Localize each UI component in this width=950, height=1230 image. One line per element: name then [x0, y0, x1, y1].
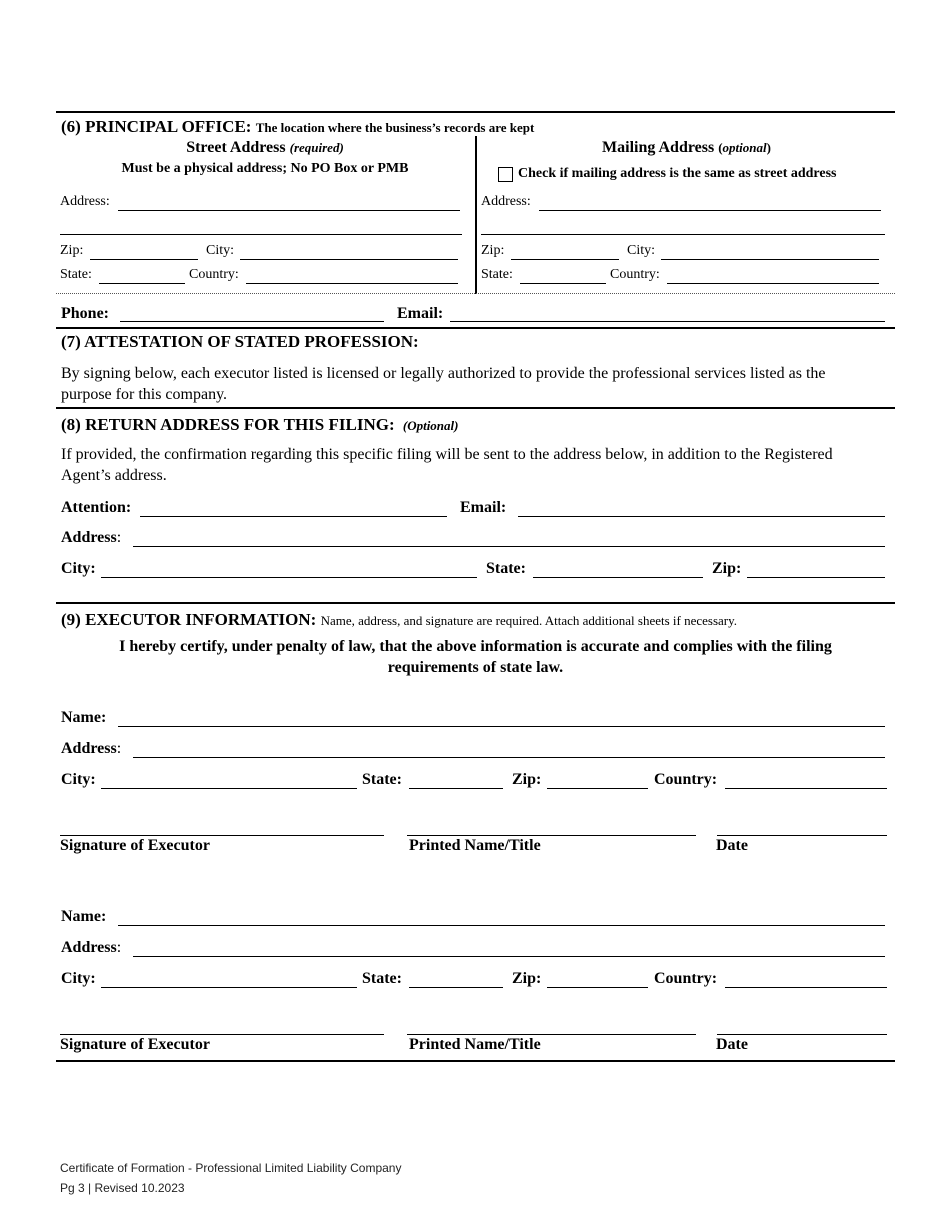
executor2-address-field[interactable]	[133, 956, 885, 957]
mailing-country-label: Country:	[610, 267, 660, 282]
return-state-field[interactable]	[533, 577, 703, 578]
mailing-city-label: City:	[627, 243, 656, 258]
mailing-address-field-2[interactable]	[481, 234, 885, 235]
executor2-city-label: City:	[61, 970, 96, 987]
executor1-date-label: Date	[716, 837, 748, 854]
street-state-label: State:	[60, 267, 92, 282]
section-divider	[56, 327, 895, 329]
executor2-date-label: Date	[716, 1036, 748, 1053]
certify-line-2: requirements of state law.	[387, 659, 564, 676]
executor1-country-label: Country:	[654, 771, 718, 788]
section-divider	[56, 602, 895, 604]
mailing-address-field[interactable]	[539, 210, 881, 211]
executor1-zip-label: Zip:	[512, 771, 542, 788]
section8-heading: (8) RETURN ADDRESS FOR THIS FILING: (Optional)	[61, 415, 459, 434]
executor2-printed-field[interactable]	[407, 1034, 696, 1035]
executor1-state-field[interactable]	[409, 788, 503, 789]
section6-heading: (6) PRINCIPAL OFFICE: The location where the business’s records are kept	[61, 117, 535, 136]
section7-text: By signing below, each executor listed is licensed or legally authorized to provide the professional services listed as the purpose for this company.	[61, 365, 826, 403]
return-email-label: Email:	[460, 499, 507, 516]
executor2-date-field[interactable]	[717, 1034, 887, 1035]
executor1-city-field[interactable]	[101, 788, 357, 789]
attention-field[interactable]	[140, 516, 447, 517]
return-city-label: City:	[61, 560, 96, 577]
executor1-printed-field[interactable]	[407, 835, 696, 836]
street-zip-field[interactable]	[90, 259, 198, 260]
executor1-name-field[interactable]	[118, 726, 885, 727]
section6-subheading: The location where the business’s records are kept	[255, 120, 535, 135]
return-address-field[interactable]	[133, 546, 885, 547]
email-label: Email:	[397, 305, 444, 322]
executor2-name-label: Name:	[61, 908, 107, 925]
street-zip-label: Zip:	[60, 243, 84, 258]
section7-heading: (7) ATTESTATION OF STATED PROFESSION:	[61, 332, 419, 351]
same-address-checkbox[interactable]	[498, 167, 513, 182]
executor2-zip-label: Zip:	[512, 970, 542, 987]
street-city-field[interactable]	[240, 259, 458, 260]
email-field[interactable]	[450, 321, 885, 322]
mailing-state-field[interactable]	[520, 283, 606, 284]
executor2-country-field[interactable]	[725, 987, 887, 988]
return-zip-field[interactable]	[747, 577, 885, 578]
mailing-zip-label: Zip:	[481, 243, 505, 258]
executor1-printed-label: Printed Name/Title	[409, 837, 541, 854]
mailing-zip-field[interactable]	[511, 259, 619, 260]
phone-field[interactable]	[120, 321, 384, 322]
section-divider	[56, 111, 895, 113]
street-country-label: Country:	[189, 267, 239, 282]
section8-text: If provided, the confirmation regarding this specific filing will be sent to the address below, in addition to the Registered Agent’s address.	[61, 446, 833, 484]
same-address-checkbox-label: Check if mailing address is the same as street address	[518, 166, 837, 181]
executor2-country-label: Country:	[654, 970, 718, 987]
executor1-name-label: Name:	[61, 709, 107, 726]
dotted-separator	[56, 293, 895, 294]
executor1-address-label: Address:	[61, 740, 122, 757]
attention-label: Attention:	[61, 499, 132, 516]
section-divider	[56, 1060, 895, 1062]
mailing-city-field[interactable]	[661, 259, 879, 260]
phone-label: Phone:	[61, 305, 109, 322]
executor2-name-field[interactable]	[118, 925, 885, 926]
footer-form-title: Certificate of Formation - Professional Limited Liability Company	[60, 1161, 402, 1175]
footer-page-info: Pg 3 | Revised 10.2023	[60, 1181, 185, 1195]
executor1-city-label: City:	[61, 771, 96, 788]
street-address-title: Street Address (required)	[186, 139, 344, 156]
executor1-address-field[interactable]	[133, 757, 885, 758]
mailing-country-field[interactable]	[667, 283, 879, 284]
executor1-signature-field[interactable]	[60, 835, 384, 836]
executor1-date-field[interactable]	[717, 835, 887, 836]
return-city-field[interactable]	[101, 577, 477, 578]
executor2-printed-label: Printed Name/Title	[409, 1036, 541, 1053]
mailing-address-title: Mailing Address (optional)	[602, 139, 771, 156]
street-address-label: Address:	[60, 194, 110, 209]
return-address-label: Address:	[61, 529, 122, 546]
executor1-signature-label: Signature of Executor	[60, 837, 210, 854]
executor2-state-field[interactable]	[409, 987, 503, 988]
street-address-note: Must be a physical address; No PO Box or PMB	[121, 161, 409, 176]
executor2-signature-field[interactable]	[60, 1034, 384, 1035]
executor2-signature-label: Signature of Executor	[60, 1036, 210, 1053]
executor1-state-label: State:	[362, 771, 402, 788]
executor2-city-field[interactable]	[101, 987, 357, 988]
executor1-country-field[interactable]	[725, 788, 887, 789]
street-address-field[interactable]	[118, 210, 460, 211]
return-email-field[interactable]	[518, 516, 885, 517]
section9-heading: (9) EXECUTOR INFORMATION: Name, address, and signature are required. Attach additional sheets if necessary.	[61, 610, 738, 629]
column-divider	[475, 136, 477, 294]
street-address-field-2[interactable]	[60, 234, 462, 235]
mailing-state-label: State:	[481, 267, 513, 282]
street-country-field[interactable]	[246, 283, 458, 284]
executor2-address-label: Address:	[61, 939, 122, 956]
executor2-zip-field[interactable]	[547, 987, 648, 988]
street-city-label: City:	[206, 243, 235, 258]
executor2-state-label: State:	[362, 970, 402, 987]
return-zip-label: Zip:	[712, 560, 742, 577]
executor1-zip-field[interactable]	[547, 788, 648, 789]
street-state-field[interactable]	[99, 283, 185, 284]
certify-line-1: I hereby certify, under penalty of law, that the above information is accurate and complies with the filing	[119, 638, 832, 655]
mailing-address-label: Address:	[481, 194, 531, 209]
section-divider	[56, 407, 895, 409]
return-state-label: State:	[486, 560, 526, 577]
